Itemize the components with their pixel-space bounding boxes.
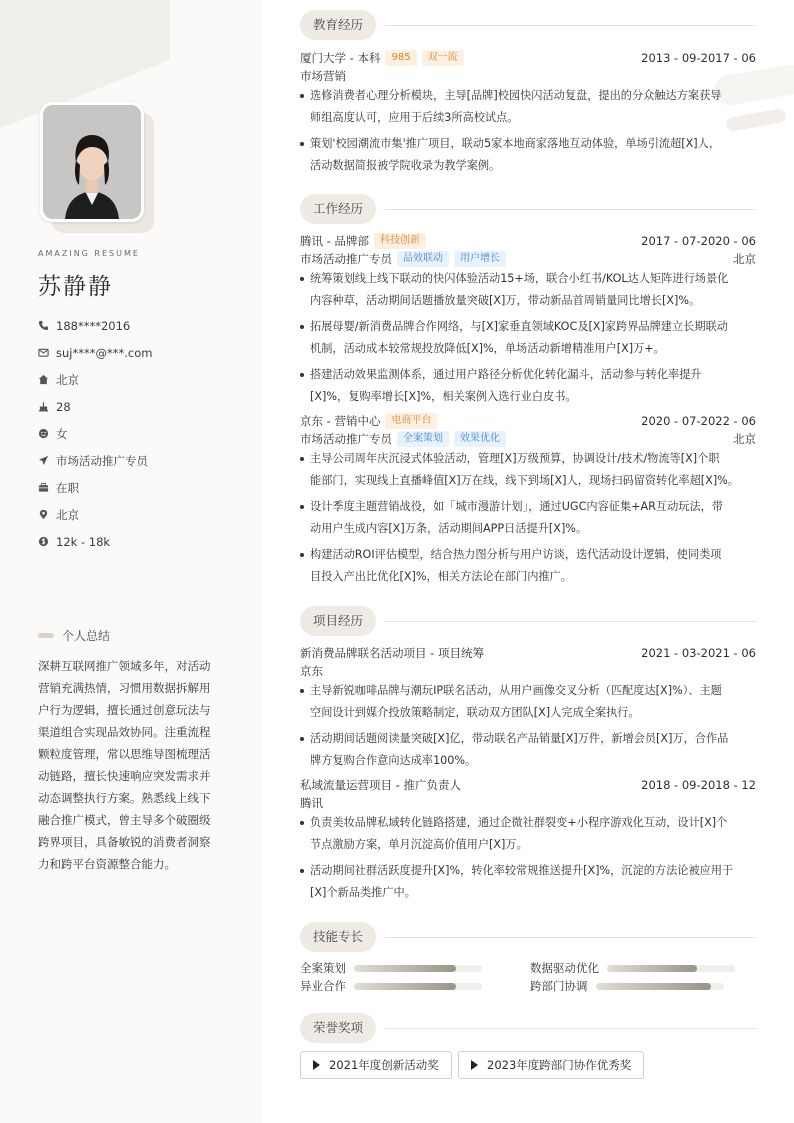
info-phone [38, 312, 152, 339]
work-bullet [300, 544, 756, 588]
role-tag: 全案策划 [397, 431, 449, 447]
work-period: 2020 - 07-2022 - 06 [641, 414, 756, 428]
work-header [300, 412, 756, 430]
phone-icon [38, 320, 49, 331]
avatar [40, 102, 144, 222]
project-city-row [300, 662, 756, 680]
work-period: 2017 - 07-2020 - 06 [641, 234, 756, 248]
info-city [38, 366, 152, 393]
school-tag: 双一流 [422, 50, 464, 66]
section-awards-heading [300, 1013, 756, 1043]
summary-line: 营销充满热情，习惯用数据拆解用 [38, 681, 211, 695]
bullet-line: 搭建活动效果监测体系，通过用户路径分析优化转化漏斗，活动参与转化率提升 [310, 368, 702, 381]
info-gender [38, 420, 152, 447]
role-tag: 用户增长 [454, 251, 506, 267]
award-item [458, 1051, 644, 1079]
bullet-line: 策划'校园潮流市集'推广项目，联动5家本地商家落地互动体验，单场引流超[X]人， [310, 137, 721, 150]
work-role-row [300, 250, 756, 268]
work-bullet [300, 364, 756, 408]
work-bullet [300, 268, 756, 312]
bullet-line: 主导公司周年庆沉浸式体验活动，管理[X]万级预算，协调设计/技术/物流等[X]个职 [310, 452, 720, 465]
award-name: 2023年度跨部门协作优秀奖 [487, 1058, 632, 1072]
bullet-line: 牌方复购合作意向达成率100%。 [310, 754, 477, 767]
section-title: 技能专长 [300, 922, 376, 952]
bullet-line: 机制，活动成本较常规投放降低[X]%，单场活动新增精准用户[X]万+。 [310, 342, 665, 355]
summary-line: 力和跨平台资源整合能力。 [38, 857, 176, 871]
home-icon [38, 374, 49, 385]
skill-name: 异业合作 [300, 979, 346, 993]
salary-icon [38, 536, 49, 547]
role-name: 市场活动推广专员 [300, 252, 392, 266]
education-major-row [300, 67, 756, 85]
project-header [300, 776, 756, 794]
bullet-line: 活动期间社群活跃度提升[X]%，转化率较常规推送提升[X]%，沉淀的方法论被应用于 [310, 864, 734, 877]
company-name: 腾讯 - 品牌部 [300, 234, 369, 248]
bullet-line: 能部门，实现线上直播峰值[X]万在线，线下到场[X]人，现场扫码留资转化率超[X]%。 [310, 474, 740, 487]
company-tag: 科技创新 [374, 233, 426, 249]
status-text: 在职 [56, 480, 79, 495]
send-icon [38, 455, 49, 466]
mail-icon [38, 347, 49, 358]
work-city: 北京 [733, 252, 756, 266]
bullet-line: 空间设计到媒介投放策略制定，联动双方团队[X]人完成全案执行。 [310, 706, 640, 719]
section-title: 工作经历 [300, 194, 376, 224]
info-salary [38, 528, 152, 555]
skill-item [530, 959, 735, 977]
candidate-name: 苏静静 [38, 274, 113, 300]
gender-icon [38, 428, 49, 439]
role-name: 市场活动推广专员 [300, 432, 392, 446]
section-education-heading [300, 10, 756, 40]
section-divider [385, 937, 756, 938]
info-status [38, 474, 152, 501]
bullet-line: 节点激励方案，单月沉淀高价值用户[X]万。 [310, 838, 528, 851]
info-position [38, 447, 152, 474]
work-role-row [300, 430, 756, 448]
bullet-line: 构建活动ROI评估模型，结合热力图分析与用户访谈，迭代活动设计逻辑，使同类项 [310, 548, 722, 561]
section-divider [385, 25, 756, 26]
person-portrait-icon [43, 105, 141, 219]
project-city: 腾讯 [300, 796, 323, 810]
education-period: 2013 - 09-2017 - 06 [641, 51, 756, 65]
bullet-line: 动用户生成内容[X]万条，活动期间APP日活提升[X]%。 [310, 522, 588, 535]
role-tag: 品效联动 [397, 251, 449, 267]
education-header [300, 49, 756, 67]
education-major: 市场营销 [300, 69, 346, 83]
bullet-line: 内容种草，活动期间话题播放量突破[X]万，带动新品首周销量同比增长[X]%。 [310, 294, 701, 307]
section-divider [385, 1028, 756, 1029]
skill-item [300, 959, 482, 977]
contact-info-list [38, 312, 152, 555]
summary-line: 渠道组合实现品效协同。注重流程 [38, 725, 211, 739]
project-bullet [300, 812, 756, 856]
role-tag: 效果优化 [454, 431, 506, 447]
project-name: 私域流量运营项目 - 推广负责人 [300, 778, 461, 792]
briefcase-icon [38, 482, 49, 493]
award-item [300, 1051, 452, 1079]
city-text: 北京 [56, 372, 79, 387]
section-title: 项目经历 [300, 606, 376, 636]
brand-label: AMAZING RESUME [38, 249, 140, 258]
section-title: 教育经历 [300, 10, 376, 40]
skill-bar-fill [607, 965, 697, 972]
skill-bar-fill [596, 983, 711, 990]
project-bullet [300, 728, 756, 772]
position-text: 市场活动推广专员 [56, 453, 148, 468]
phone-text: 188****2016 [56, 318, 131, 333]
project-name: 新消费品牌联名活动项目 - 项目统筹 [300, 646, 484, 660]
bullet-line: 统筹策划线上线下联动的快闪体验活动15+场，联合小红书/KOL达人矩阵进行场景化 [310, 272, 729, 285]
avatar-image [43, 105, 141, 219]
bullet-line: 拓展母婴/新消费品牌合作网络，与[X]家垂直领域KOC及[X]家跨界品牌建立长期联动 [310, 320, 728, 333]
info-target-city [38, 501, 152, 528]
skill-bar-fill [354, 965, 456, 972]
bullet-line: 设计季度主题营销战役，如「城市漫游计划」，通过UGC内容征集+AR互动玩法，带 [310, 500, 724, 513]
summary-text [38, 655, 224, 875]
bullet-line: 活动数据简报被学院收录为教学案例。 [310, 159, 501, 172]
project-city: 京东 [300, 664, 323, 678]
summary-line: 颗粒度管理，常以思维导图梳理活 [38, 747, 211, 761]
section-work-heading [300, 194, 756, 224]
section-divider [385, 621, 756, 622]
project-city-row [300, 794, 756, 812]
bullet-line: 师组高度认可，应用于后续3所高校试点。 [310, 111, 519, 124]
section-divider [385, 209, 756, 210]
summary-line: 跨界项目，具备敏锐的消费者洞察 [38, 835, 211, 849]
bullet-line: [X]个新品类推广中。 [310, 886, 416, 899]
summary-heading [38, 627, 110, 644]
school-tag: 985 [385, 50, 416, 66]
bullet-line: 选修消费者心理分析模块，主导[品牌]校园快闪活动复盘，提出的分众触达方案获导 [310, 89, 722, 102]
company-tag: 电商平台 [385, 413, 437, 429]
skill-bar [596, 983, 724, 990]
summary-title: 个人总结 [62, 629, 111, 643]
school-name: 厦门大学 - 本科 [300, 51, 381, 65]
project-period: 2021 - 03-2021 - 06 [641, 646, 756, 660]
project-header [300, 644, 756, 662]
skill-bar [607, 965, 735, 972]
summary-line: 动链路，擅长快速响应突发需求并 [38, 769, 211, 783]
summary-line: 融合推广模式，曾主导多个破圈级 [38, 813, 211, 827]
work-bullet [300, 496, 756, 540]
info-email [38, 339, 152, 366]
work-bullet [300, 448, 756, 492]
cake-icon [38, 401, 49, 412]
company-name: 京东 - 营销中心 [300, 414, 381, 428]
target-city-text: 北京 [56, 507, 79, 522]
work-bullet [300, 316, 756, 360]
play-triangle-icon [471, 1060, 478, 1070]
skill-name: 跨部门协调 [530, 979, 588, 993]
award-name: 2021年度创新活动奖 [329, 1058, 439, 1072]
summary-line: 动态调整执行方案。熟悉线上线下 [38, 791, 211, 805]
bullet-line: 负责美妆品牌私域转化链路搭建，通过企微社群裂变+小程序游戏化互动，设计[X]个 [310, 816, 728, 829]
skill-item [300, 977, 482, 995]
skill-bar [354, 965, 482, 972]
work-header [300, 232, 756, 250]
skill-name: 全案策划 [300, 961, 346, 975]
work-city: 北京 [733, 432, 756, 446]
salary-text: 12k - 18k [56, 534, 111, 549]
education-bullet [300, 85, 756, 129]
skill-item [530, 977, 724, 995]
age-text: 28 [56, 399, 71, 414]
bullet-line: [X]%，复购率增长[X]%，相关案例入选行业白皮书。 [310, 390, 577, 403]
section-skills-heading [300, 922, 756, 952]
project-period: 2018 - 09-2018 - 12 [641, 778, 756, 792]
section-title: 荣誉奖项 [300, 1013, 376, 1043]
skill-bar [354, 983, 482, 990]
summary-heading-bar [38, 633, 54, 638]
play-triangle-icon [313, 1060, 320, 1070]
section-projects-heading [300, 606, 756, 636]
skill-bar-fill [354, 983, 456, 990]
summary-line: 深耕互联网推广领域多年，对活动 [38, 659, 211, 673]
location-icon [38, 509, 49, 520]
education-bullet [300, 133, 756, 177]
skill-name: 数据驱动优化 [530, 961, 599, 975]
info-age [38, 393, 152, 420]
gender-text: 女 [56, 426, 68, 441]
project-bullet [300, 680, 756, 724]
bullet-line: 活动期间话题阅读量突破[X]亿，带动联名产品销量[X]万件，新增会员[X]万，合作品 [310, 732, 729, 745]
email-text: suj****@***.com [56, 345, 153, 360]
project-bullet [300, 860, 756, 904]
sidebar [0, 0, 262, 1123]
bullet-line: 目投入产出比优化[X]%，相关方法论在部门内推广。 [310, 570, 572, 583]
bullet-line: 主导新锐咖啡品牌与潮玩IP联名活动，从用户画像交叉分析（匹配度达[X]%）、主题 [310, 684, 722, 697]
summary-line: 户行为逻辑，擅长通过创意玩法与 [38, 703, 211, 717]
